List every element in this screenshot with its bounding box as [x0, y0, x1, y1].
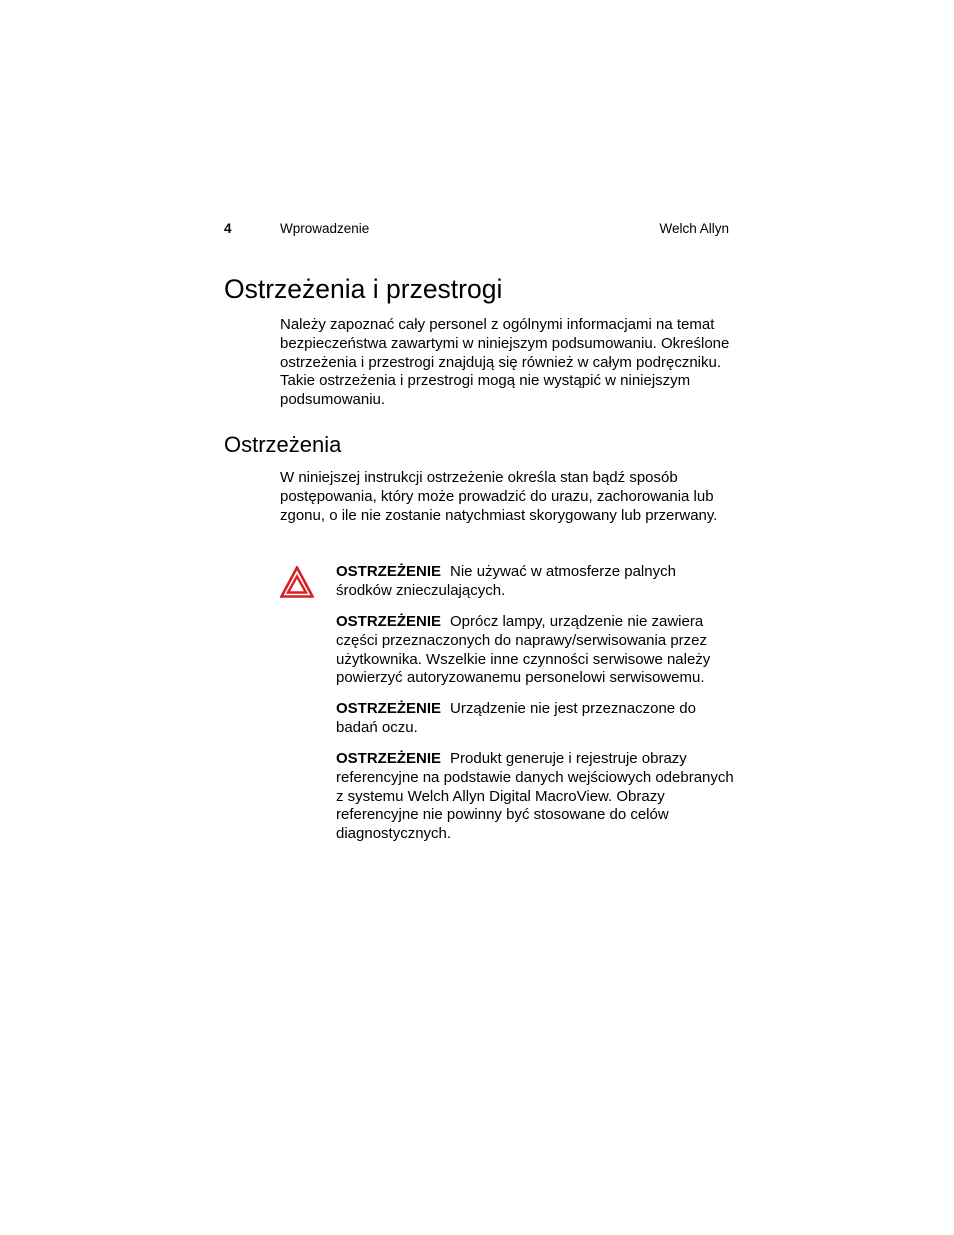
warning-item [336, 563, 734, 601]
warning-label: OSTRZEŻENIE [336, 563, 442, 580]
company-name: Welch Allyn [659, 221, 729, 236]
warning-text: Oprócz lampy, urządzenie nie zawiera części przeznaczonych do naprawy/serwisowania przez użytkownika. Wszelkie inne czynności serwisowe należy powierzyć autoryzowanemu personelowi serwisowemu. [336, 613, 711, 687]
chapter-title: Wprowadzenie [280, 221, 370, 236]
warning-text: Urządzenie nie jest przeznaczone do badań oczu. [336, 700, 696, 736]
warning-item [336, 613, 734, 688]
warning-triangle-icon [280, 566, 314, 598]
warning-text: Nie używać w atmosferze palnych środków znieczulających. [336, 563, 676, 599]
subsection-body: W niniejszej instrukcji ostrzeżenie określa stan bądź sposób postępowania, który może prowadzić do urazu, zachorowania lub zgonu, o ile nie zostanie natychmiast skorygowany lub przerwany. [280, 469, 718, 524]
warning-text: Produkt generuje i rejestruje obrazy referencyjne na podstawie danych wejściowych odebranych z systemu Welch Allyn Digital MacroView. Obrazy referencyjne nie powinny być stosowane do celów diagnostycznych. [336, 750, 734, 843]
section-title: Ostrzeżenia i przestrogi [224, 274, 503, 304]
page-header [224, 221, 729, 239]
warning-item [336, 750, 734, 844]
warning-label: OSTRZEŻENIE [336, 700, 442, 717]
warning-item [336, 700, 734, 738]
warning-label: OSTRZEŻENIE [336, 613, 442, 630]
page-number: 4 [224, 221, 232, 236]
warning-label: OSTRZEŻENIE [336, 750, 442, 767]
subsection-title: Ostrzeżenia [224, 432, 342, 457]
section-intro: Należy zapoznać cały personel z ogólnymi informacjami na temat bezpieczeństwa zawartymi w niniejszym podsumowaniu. Określone ostrzeżenia i przestrogi znajdują się również w całym podręczniku. Takie ostrzeżenia i przestrogi mogą nie wystąpić w niniejszym podsumowaniu. [280, 316, 730, 409]
